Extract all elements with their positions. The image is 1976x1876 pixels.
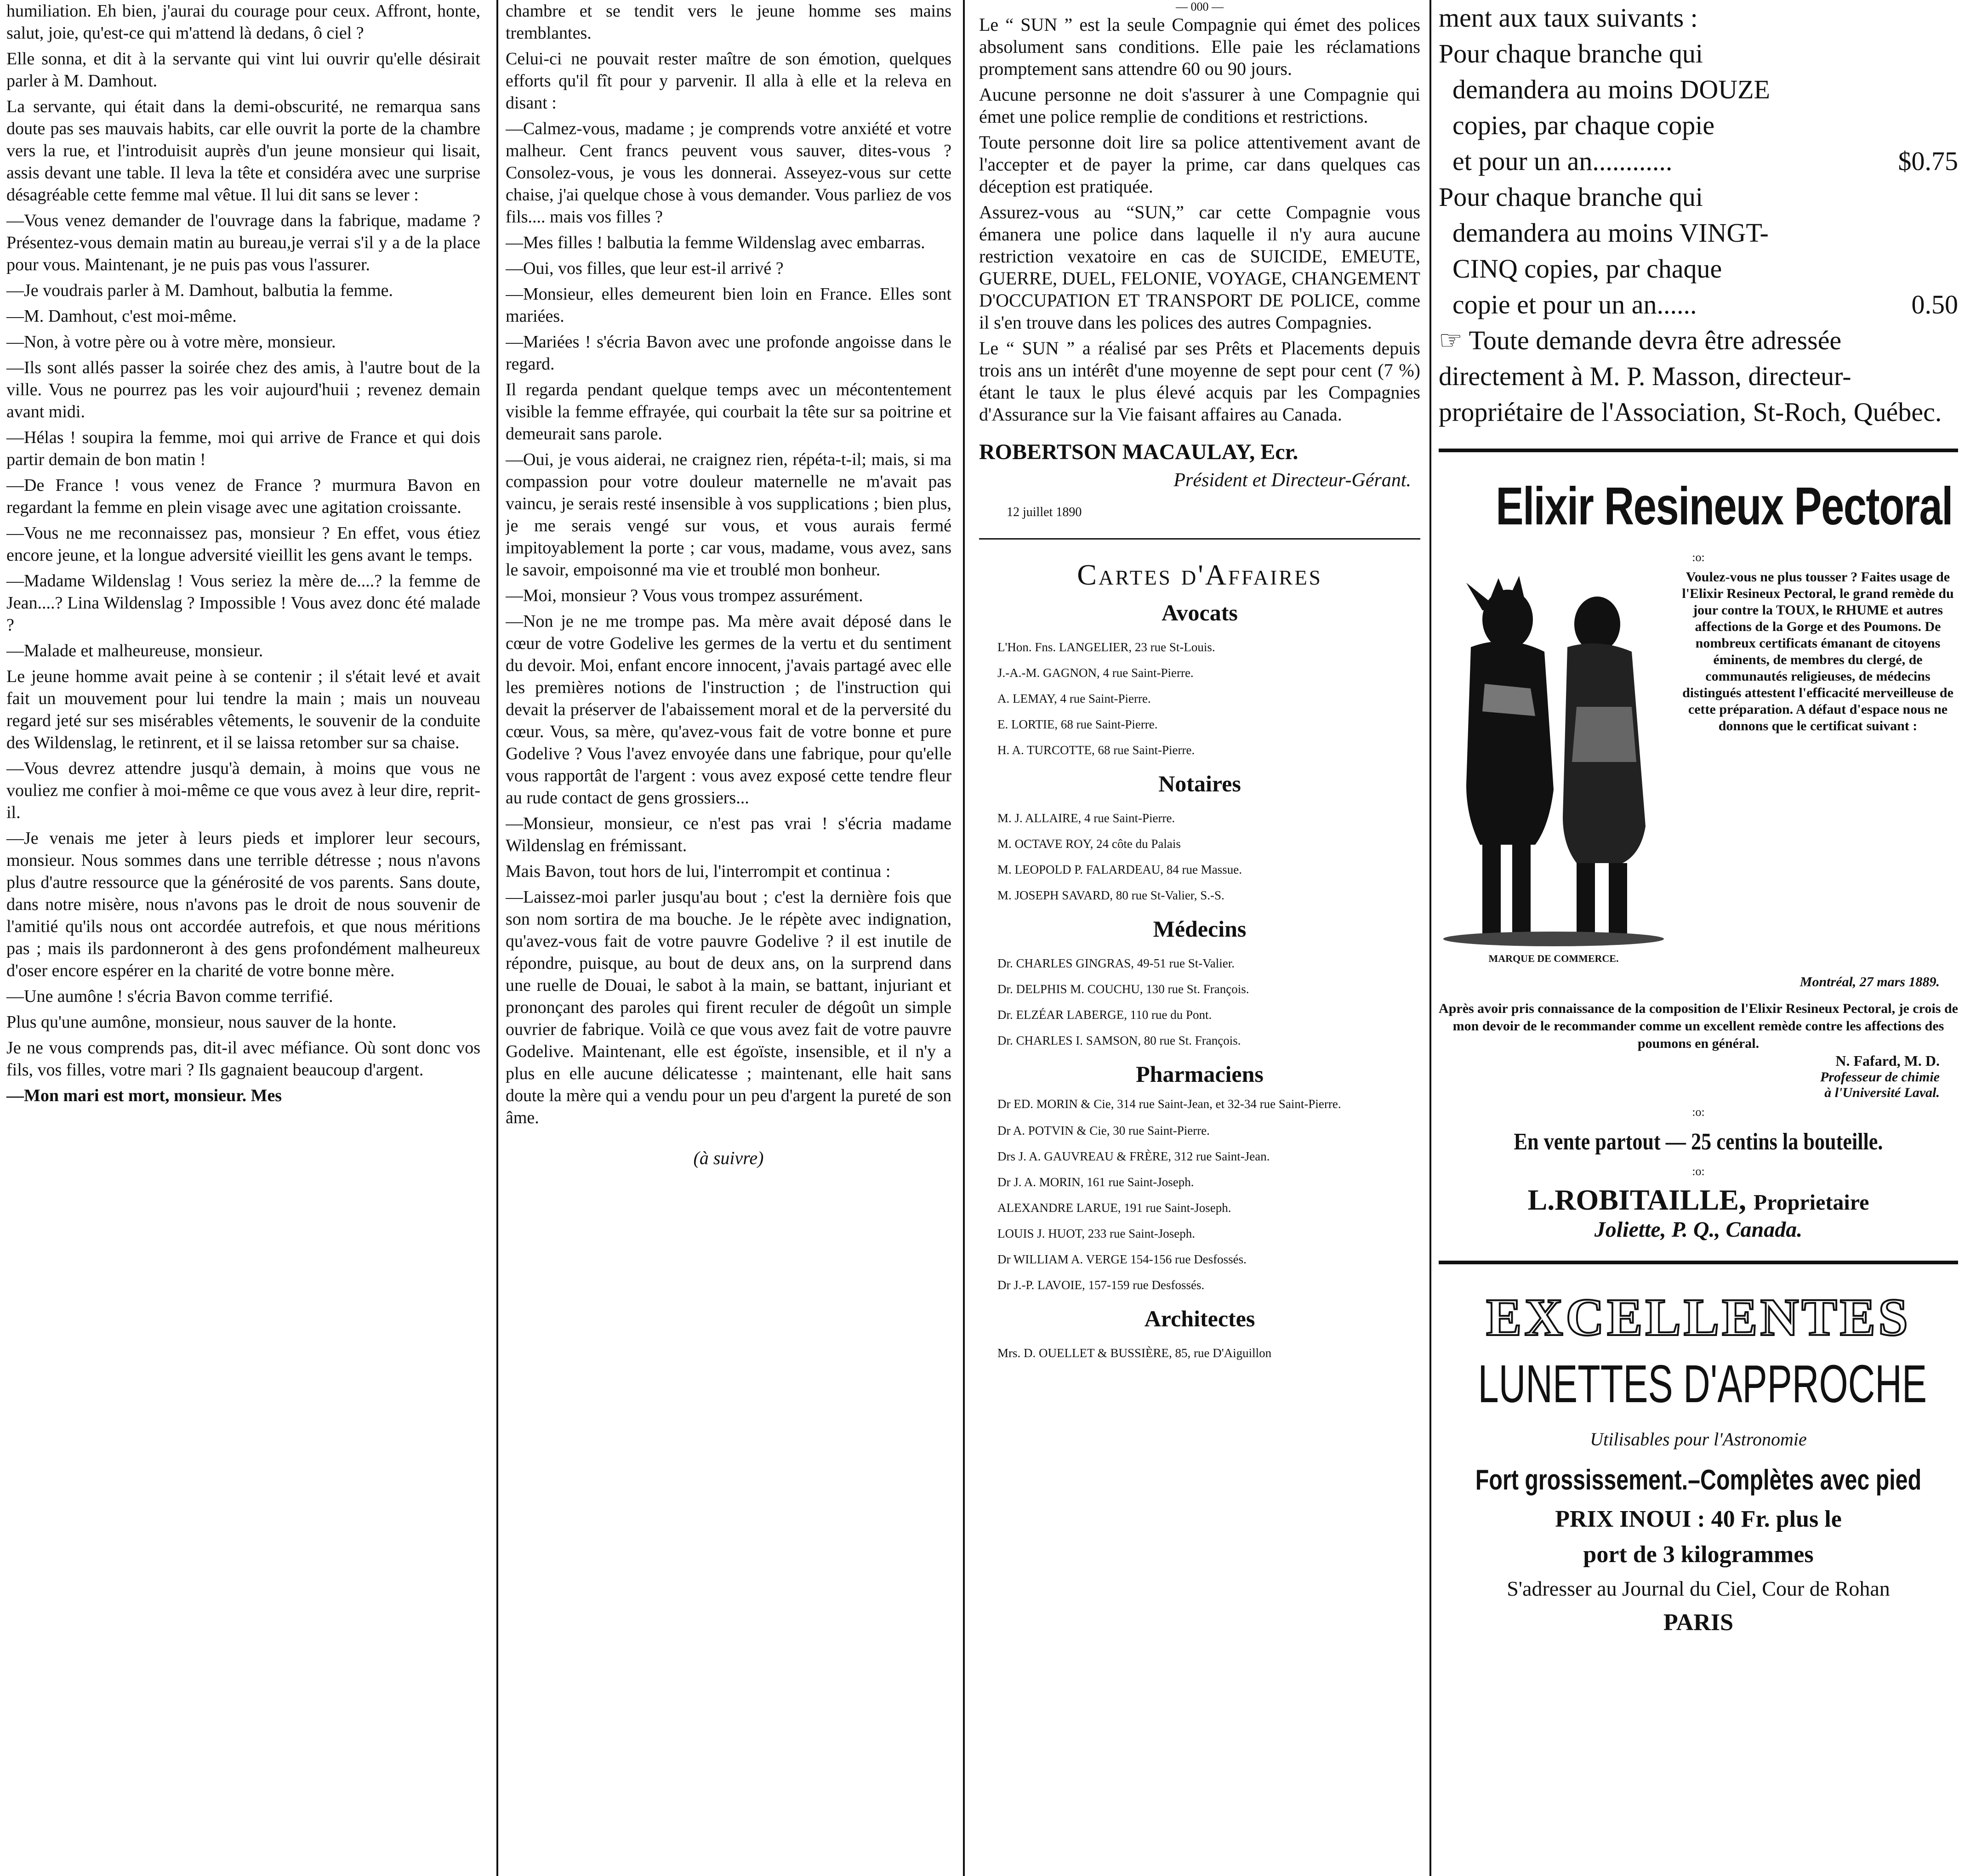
proprietor-location: Joliette, P. Q., Canada. bbox=[1594, 1217, 1803, 1242]
paragraph: —Mariées ! s'écria Bavon avec une profonde angoisse dans le regard. bbox=[506, 332, 951, 374]
business-card-entry: Dr. DELPHIS M. COUCHU, 130 rue St. François. bbox=[997, 982, 1249, 996]
business-cards-list bbox=[979, 599, 1420, 1366]
paragraph: —Moi, monsieur ? Vous vous trompez assurément. bbox=[506, 586, 863, 605]
rate-price-line bbox=[1439, 143, 1958, 179]
elixir-price: En vente partout — 25 centins la bouteille. bbox=[1514, 1129, 1883, 1155]
category-heading: Architectes bbox=[1144, 1306, 1255, 1331]
business-card-entry: Drs J. A. GAUVREAU & FRÈRE, 312 rue Saint-Jean. bbox=[997, 1149, 1270, 1163]
rate-line: CINQ copies, par chaque bbox=[1452, 254, 1722, 284]
paragraph: —Laissez-moi parler jusqu'au bout ; c'est la dernière fois que son nom sortira de ma bouche. Je le répète avec indignation, qu'avez-vous fait de votre pauvre Godelive ? il est inutile de répondre, puisque, au bout de deux ans, on la surprend dans une ruelle de Douai, le sabot à la main, se battant, injuriant et prononçant des paroles qui firent reculer de dégoût un simple ouvrier de fabrique. Voilà ce que vous avez fait de votre pauvre Godelive. Maintenant, elle est égoïste, insensible, et il n'y a plus en elle aucune délicatesse ; maintenant, elle hait sans doute la mère qui a vendu pour un peu d'argent la pureté de son âme. bbox=[506, 887, 951, 1127]
business-card-entry: M. LEOPOLD P. FALARDEAU, 84 rue Massue. bbox=[997, 863, 1242, 876]
paragraph: —Madame Wildenslag ! Vous seriez la mère de....? la femme de Jean....? Lina Wildenslag ? Impossible ! Vous avez donc été malade ? bbox=[6, 571, 480, 635]
paragraph: —Une aumône ! s'écria Bavon comme terrifié. bbox=[6, 987, 333, 1006]
paragraph: —Je venais me jeter à leurs pieds et implorer leur secours, monsieur. Nous sommes dans une terrible détresse ; nous n'avons plus d'autre ressource que la générosité de vos parents. Sans doute, dans notre misère, nous n'avons pas le droit de nous souvenir de l'amitié qu'ils nous ont accordée autrefois, et que nous méritions pas ; mais ils pardonneront à des gens profondément malheureux d'oser encore espérer en la charité de votre bonne mère. bbox=[6, 829, 480, 980]
paragraph: Il regarda pendant quelque temps avec un mécontentement visible la femme effrayée, qui courbait la tête sur sa poitrine et demeurait sans parole. bbox=[506, 380, 951, 443]
folio: — 000 — bbox=[1176, 0, 1224, 13]
doctor-place: à l'Université Laval. bbox=[1824, 1085, 1940, 1100]
testimonial-text: Après avoir pris connaissance de la composition de l'Elixir Resineux Pectoral, je crois de mon devoir de le recommander comme un excellent remède contre les affections des poumons en général. bbox=[1439, 1001, 1958, 1051]
business-card-entry: Mrs. D. OUELLET & BUSSIÈRE, 85, rue D'Aiguillon bbox=[997, 1346, 1272, 1360]
doctor-signature: N. Fafard, M. D. bbox=[1835, 1052, 1940, 1069]
notice-text: Toute demande devra être adressée directement à M. P. Masson, directeur-propriétaire de l'Association, St-Roch, Québec. bbox=[1439, 325, 1942, 427]
paragraph: —Non, à votre père ou à votre mère, monsieur. bbox=[6, 332, 336, 352]
paragraph: —Oui, je vous aiderai, ne craignez rien, répéta-t-il; mais, si ma compassion pour votre douleur maternelle ne m'avait pas vaincu, je serais resté insensible à vos supplications ; bien plus, je me serais vengé sur vous, et vous aurais fermé impitoyablement la porte ; car vous, madame, vous avez, sans le savoir, empoisonné ma vie et troublé mon bonheur. bbox=[506, 450, 951, 580]
pointing-hand-icon: ☞ bbox=[1439, 325, 1463, 355]
trademark-caption: MARQUE DE COMMERCE. bbox=[1488, 953, 1619, 964]
paragraph: Aucune personne ne doit s'assurer à une Compagnie qui émet une police remplie de conditions et restrictions. bbox=[979, 84, 1420, 127]
business-card-entry: M. OCTAVE ROY, 24 côte du Palais bbox=[997, 837, 1181, 851]
paragraph: Plus qu'une aumône, monsieur, nous sauver de la honte. bbox=[6, 1012, 397, 1032]
rate-line: demandera au moins VINGT- bbox=[1452, 218, 1769, 248]
lunettes-heading-2: LUNETTES D'APPROCHE bbox=[1478, 1354, 1927, 1414]
rate-price: 0.50 bbox=[1911, 290, 1958, 319]
paragraph: Celui-ci ne pouvait rester maître de son émotion, quelques efforts qu'il fît pour y parvenir. Il alla à elle et la releva en disant : bbox=[506, 49, 951, 113]
subscription-rates bbox=[1439, 36, 1958, 323]
column-rule bbox=[496, 0, 498, 1876]
rate-line: Pour chaque branche qui bbox=[1439, 39, 1703, 68]
proprietor-role: Proprietaire bbox=[1753, 1190, 1869, 1215]
paragraph: —Non je ne me trompe pas. Ma mère avait déposé dans le cœur de votre Godelive les germes de la vertu et du sentiment du devoir. Moi, enfant encore innocent, j'avais partagé avec elle les premières notions de l'instruction ; de l'instruction qui devait la préserver de l'abaissement moral et de la perversité du cœur. Vous, sa mère, qu'avez-vous fait de votre bonne et pure Godelive ? Vous l'avez envoyée dans une fabrique, pour qu'elle vous rapportât de l'argent : vous avez exposé cette tendre fleur au rude contact de gens grossiers... bbox=[506, 612, 951, 807]
paragraph: —Hélas ! soupira la femme, moi qui arrive de France et qui dois partir demain de bon matin ! bbox=[6, 428, 480, 469]
rate-price: $0.75 bbox=[1898, 146, 1958, 176]
proprietor-name: L.ROBITAILLE, bbox=[1527, 1183, 1746, 1216]
paragraph: —De France ! vous venez de France ? murmura Bavon en regardant la femme en plein visage avec une agitation croissante. bbox=[6, 476, 480, 517]
paragraph: Assurez-vous au “SUN,” car cette Compagnie vous émanera une police dans laquelle il n'y aura aucune restriction vexatoire en cas de SUICIDE, EMEUTE, GUERRE, DUEL, FELONIE, VOYAGE, CHANGEMENT D'OCCUPATION ET TRANSPORT DE POLICE, comme il s'en trouve dans les polices des autres Compagnies. bbox=[979, 202, 1420, 333]
paragraph: —Vous ne me reconnaissez pas, monsieur ? En effet, vous étiez encore jeune, et la longue adversité vieillit les gens avant le temps. bbox=[6, 523, 480, 565]
column-rule bbox=[1429, 0, 1431, 1876]
business-card-entry: Dr. ELZÉAR LABERGE, 110 rue du Pont. bbox=[997, 1008, 1212, 1022]
lunettes-feature: Fort grossissement.–Complètes avec pied bbox=[1475, 1464, 1922, 1496]
category-heading: Notaires bbox=[1158, 771, 1241, 796]
elixir-title: Elixir Resineux Pectoral bbox=[1496, 476, 1953, 536]
paragraph: La servante, qui était dans la demi-obscurité, ne remarqua sans doute pas ses mauvais habits, car elle ouvrit la porte de la chambre vers la rue, et l'introduisit auprès d'un jeune monsieur qui lisait, assis devant une table. Il leva la tête et considéra avec une surprise désagréable cette femme mal vêtue. Il lui dit sans se lever : bbox=[6, 97, 480, 205]
lunettes-subtitle: Utilisables pour l'Astronomie bbox=[1590, 1429, 1807, 1450]
paragraph: —Mon mari est mort, monsieur. Mes bbox=[6, 1086, 282, 1105]
rate-line: copie et pour un an...... bbox=[1452, 290, 1697, 319]
business-card-entry: Dr WILLIAM A. VERGE 154-156 rue Desfossés. bbox=[997, 1252, 1247, 1266]
paragraph: —Oui, vos filles, que leur est-il arrivé ? bbox=[506, 259, 784, 278]
separator: :o: bbox=[1692, 551, 1705, 564]
business-card-entry: L'Hon. Fns. LANGELIER, 23 rue St-Louis. bbox=[997, 640, 1215, 654]
rate-line: et pour un an............ bbox=[1452, 146, 1673, 176]
lunettes-price-2: port de 3 kilogrammes bbox=[1583, 1541, 1814, 1568]
rate-line: demandera au moins DOUZE bbox=[1452, 74, 1770, 104]
business-card-entry: H. A. TURCOTTE, 68 rue Saint-Pierre. bbox=[997, 743, 1195, 757]
elixir-body bbox=[1439, 569, 1958, 964]
trademark-figures-image bbox=[1439, 569, 1668, 950]
ad-date: 12 juillet 1890 bbox=[1007, 505, 1082, 519]
business-card-entry: Dr ED. MORIN & Cie, 314 rue Saint-Jean, et 32-34 rue Saint-Pierre. bbox=[997, 1097, 1341, 1111]
divider bbox=[1439, 1261, 1958, 1264]
proprietor bbox=[1439, 1183, 1958, 1217]
testimonial-dateline: Montréal, 27 mars 1889. bbox=[1799, 974, 1940, 989]
paragraph: —Monsieur, elles demeurent bien loin en France. Elles sont mariées. bbox=[506, 284, 951, 326]
paragraph: —Je voudrais parler à M. Damhout, balbutia la femme. bbox=[6, 281, 393, 300]
divider bbox=[979, 538, 1420, 540]
separator: :o: bbox=[1692, 1165, 1705, 1178]
business-card-entry: Dr. CHARLES GINGRAS, 49-51 rue St-Valier. bbox=[997, 956, 1235, 970]
business-card-entry: Dr J. A. MORIN, 161 rue Saint-Joseph. bbox=[997, 1175, 1194, 1189]
paragraph: Le jeune homme avait peine à se contenir ; il s'était levé et avait fait un mouvement pour lui tendre la main ; mais un nouveau regard jeté sur ses misérables vêtements, le souvenir de la conduite des Wildenslag, le retinrent, et il se laissa retomber sur sa chaise. bbox=[6, 667, 480, 752]
to-be-continued: (à suivre) bbox=[693, 1148, 764, 1168]
rate-line: copies, par chaque copie bbox=[1452, 110, 1715, 140]
column-3-ads bbox=[970, 0, 1429, 1876]
paragraph: Le “ SUN ” est la seule Compagnie qui émet des polices absolument sans conditions. Elle paie les réclamations promptement sans attendre 60 ou 90 jours. bbox=[979, 14, 1420, 79]
divider bbox=[1439, 449, 1958, 452]
lunettes-price-1: PRIX INOUI : 40 Fr. plus le bbox=[1555, 1506, 1842, 1532]
column-2-story bbox=[506, 0, 965, 1876]
paragraph: Elle sonna, et dit à la servante qui vint lui ouvrir qu'elle désirait parler à M. Damhout. bbox=[6, 49, 480, 91]
paragraph: —Monsieur, monsieur, ce n'est pas vrai ! s'écria madame Wildenslag en frémissant. bbox=[506, 814, 951, 855]
notice bbox=[1439, 323, 1958, 430]
category-heading: Pharmaciens bbox=[1136, 1061, 1264, 1087]
column-4-ads bbox=[1434, 0, 1963, 1876]
paragraph: —Vous devrez attendre jusqu'à demain, à moins que vous ne vouliez me confier à moi-même ce que vous avez à leur dire, reprit-il. bbox=[6, 759, 480, 822]
paragraph: Toute personne doit lire sa police attentivement avant de l'accepter et de payer la prime, car dans quelques cas déception est pratiquée. bbox=[979, 132, 1420, 197]
sun-insurance-ad bbox=[979, 14, 1420, 426]
story-continuation bbox=[506, 0, 951, 1129]
paragraph: Je ne vous comprends pas, dit-il avec méfiance. Où sont donc vos fils, vos filles, votre mari ? Ils gagnaient beaucoup d'argent. bbox=[6, 1038, 480, 1080]
business-card-entry: E. LORTIE, 68 rue Saint-Pierre. bbox=[997, 717, 1158, 731]
paragraph: chambre et se tendit vers le jeune homme ses mains tremblantes. bbox=[506, 1, 951, 43]
paragraph: —Malade et malheureuse, monsieur. bbox=[6, 641, 263, 660]
paragraph: —Vous venez demander de l'ouvrage dans la fabrique, madame ? Présentez-vous demain matin au bureau,je verrai s'il y a de la place pour vous. Maintenant, je ne puis pas vous l'assurer. bbox=[6, 211, 480, 274]
business-card-entry: A. LEMAY, 4 rue Saint-Pierre. bbox=[997, 692, 1151, 705]
elixir-illustration bbox=[1439, 569, 1668, 964]
business-card-entry: ALEXANDRE LARUE, 191 rue Saint-Joseph. bbox=[997, 1201, 1231, 1215]
business-card-entry: Dr A. POTVIN & Cie, 30 rue Saint-Pierre. bbox=[997, 1124, 1210, 1137]
rates-intro: ment aux taux suivants : bbox=[1439, 3, 1698, 33]
category-heading: Médecins bbox=[1153, 916, 1247, 942]
signatory: ROBERTSON MACAULAY, Ecr. bbox=[979, 440, 1298, 464]
category-heading: Avocats bbox=[1162, 600, 1238, 625]
column-1-story bbox=[0, 0, 490, 1876]
paragraph: —Ils sont allés passer la soirée chez des amis, à l'autre bout de la ville. Vous ne pourrez pas les voir aujourd'huii ; revenez demain avant midi. bbox=[6, 358, 480, 421]
business-card-entry: M. JOSEPH SAVARD, 80 rue St-Valier, S.-S. bbox=[997, 888, 1224, 902]
elixir-pitch: Voulez-vous ne plus tousser ? Faites usage de l'Elixir Resineux Pectoral, le grand remède du jour contre la TOUX, le RHUME et autres affections de la Gorge et des Poumons. De nombreux certificats émanant de citoyens éminents, de membres du clergé, de communautés religieuses, de médecins distingués attestent l'efficacité merveilleuse de cette préparation. A défaut d'espace nous ne donnons que le certificat suivant : bbox=[1682, 569, 1954, 733]
paragraph: —M. Damhout, c'est moi-même. bbox=[6, 307, 237, 326]
lunettes-city: PARIS bbox=[1663, 1609, 1734, 1636]
lunettes-address: S'adresser au Journal du Ciel, Cour de Rohan bbox=[1507, 1577, 1890, 1600]
rate-block bbox=[1439, 179, 1958, 323]
column-rule bbox=[963, 0, 965, 1876]
rate-block bbox=[1439, 36, 1958, 179]
paragraph: Le “ SUN ” a réalisé par ses Prêts et Placements depuis trois ans un intérêt d'une moyenne de sept pour cent (7 %) étant le taux le plus élevé acquis par les Compagnies d'Assurance sur la Vie faisant affaires au Canada. bbox=[979, 338, 1420, 425]
separator: :o: bbox=[1692, 1105, 1705, 1119]
lunettes-heading-1: EXCELLENTES bbox=[1486, 1288, 1911, 1347]
paragraph: Mais Bavon, tout hors de lui, l'interrompit et continua : bbox=[506, 862, 891, 881]
paragraph: —Calmez-vous, madame ; je comprends votre anxiété et votre malheur. Cent francs peuvent vous sauver, dites-vous ? Consolez-vous, je vous les donnerai. Asseyez-vous sur cette chaise, j'ai quelque chose à vous demander. Vous parliez de vos fils.... mais vos filles ? bbox=[506, 119, 951, 227]
business-card-entry: Dr J.-P. LAVOIE, 157-159 rue Desfossés. bbox=[997, 1278, 1205, 1292]
rate-price-line bbox=[1439, 287, 1958, 323]
business-card-entry: LOUIS J. HUOT, 233 rue Saint-Joseph. bbox=[997, 1227, 1195, 1240]
paragraph: humiliation. Eh bien, j'aurai du courage pour ceux. Affront, honte, salut, joie, qu'est-ce qui m'attend là dedans, ô ciel ? bbox=[6, 1, 480, 43]
business-card-entry: J.-A.-M. GAGNON, 4 rue Saint-Pierre. bbox=[997, 666, 1194, 680]
business-card-entry: Dr. CHARLES I. SAMSON, 80 rue St. François. bbox=[997, 1034, 1241, 1047]
paragraph: —Mes filles ! balbutia la femme Wildenslag avec embarras. bbox=[506, 233, 925, 252]
signatory-role: Président et Directeur-Gérant. bbox=[1173, 470, 1411, 491]
business-card-entry: M. J. ALLAIRE, 4 rue Saint-Pierre. bbox=[997, 811, 1175, 825]
rate-line: Pour chaque branche qui bbox=[1439, 182, 1703, 212]
doctor-title: Professeur de chimie bbox=[1820, 1069, 1940, 1085]
business-cards-title: Cartes d'Affaires bbox=[1077, 558, 1322, 591]
